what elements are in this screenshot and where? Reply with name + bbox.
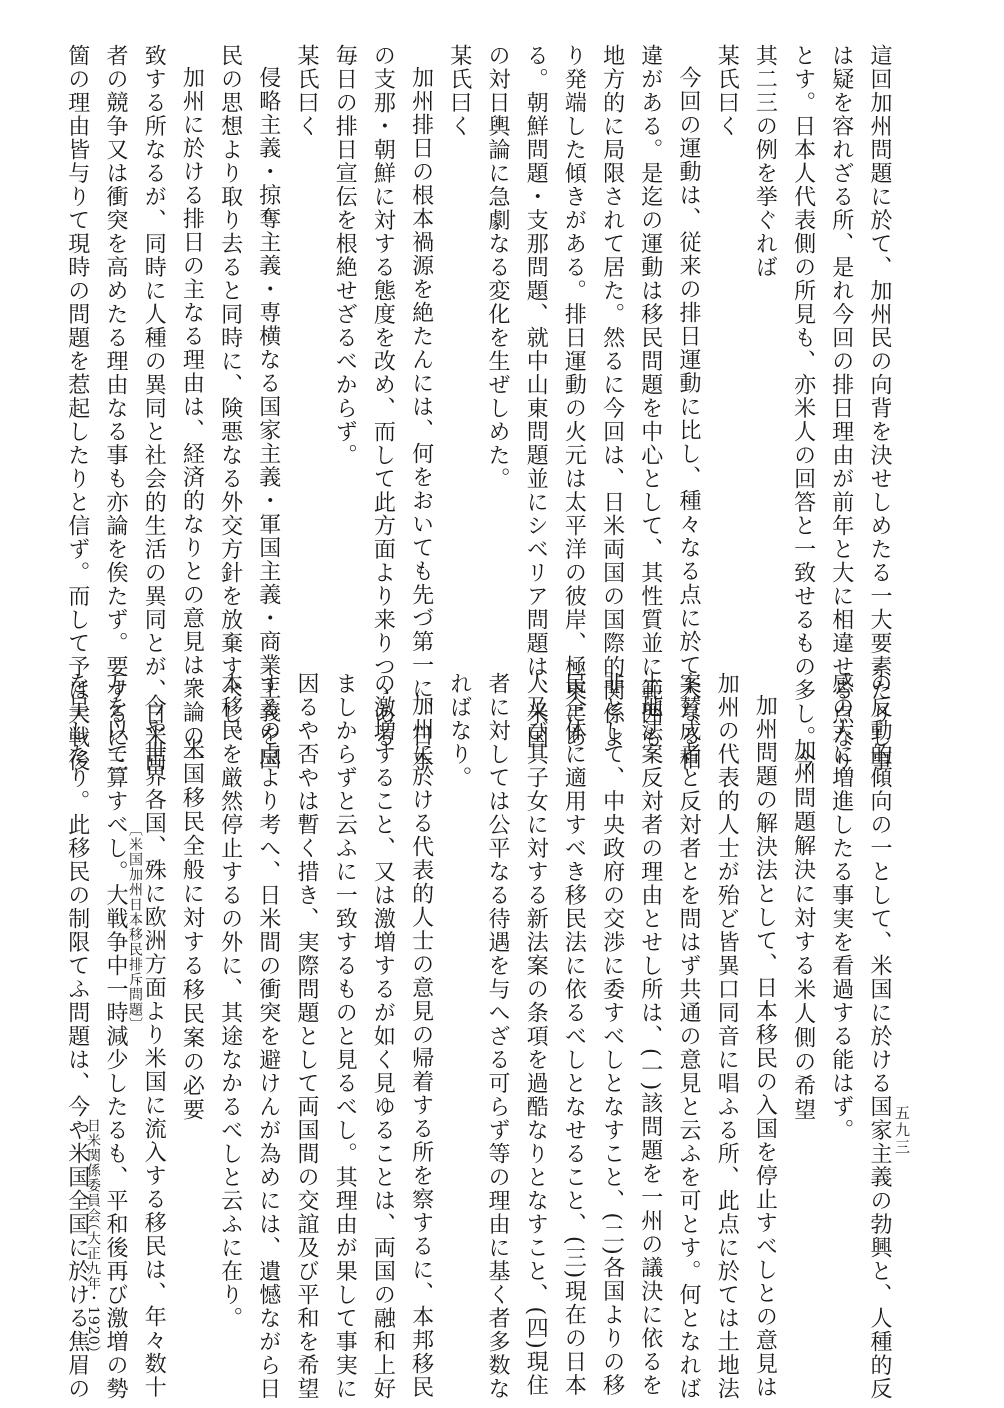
text-line: 者に対しては公平なる待遇を与へざる可らず等の理由に基く者多数な	[485, 672, 510, 1401]
text-line: の対日輿論に急劇なる変化を生ぜしめた。	[485, 44, 510, 491]
text-line: 毎日の排日宣伝を根絶せざるべからず。	[332, 44, 358, 467]
text-line: 加州問題の解決法として、日本移民の入国を停止すべしとの意見は	[752, 694, 778, 1399]
text-line: 某氏曰く	[714, 44, 740, 138]
text-line: 某氏曰く	[446, 44, 472, 138]
text-line: 這回加州問題に於て、加州民の向背を決せしめたる一大要素たりし事	[867, 44, 892, 773]
text-line: 某氏曰く	[294, 44, 319, 138]
organization-name: 日米関係委員会	[85, 1118, 101, 1223]
text-line: 加州に於ける代表的人士の意見の帰着する所を察するに、本邦移民	[408, 694, 434, 1399]
publication-year: （大正九年・1920）	[85, 1216, 101, 1361]
text-line: 民全体に適用すべき移民法に依るべしとなせること、(三)現在の日本	[561, 672, 587, 1398]
text-line: ましからずと云ふに一致するものと見るべし。其理由が果して事実に	[332, 672, 358, 1401]
text-line: 土地法案反対者の理由とせし所は、(一)該問題を一州の議決に依るを	[637, 672, 663, 1398]
text-line: 人及び其子女に対する新法案の条項を過酷なりとなすこと、(四)現住	[523, 672, 549, 1398]
running-title: 〔米国加州日本移民排斥問題〕	[127, 822, 143, 1032]
text-line: 民の思想より取り去ると同時に、険悪なる外交方針を放棄すべし。	[217, 44, 243, 749]
text-line: とす。日本人代表側の所見も、亦米人の回答と一致せるもの多し。今	[790, 44, 816, 773]
page-number: 五九三	[893, 1105, 911, 1156]
text-line: 加州排日の根本禍源を絶たんには、何をおいても先づ第一に、日本	[408, 66, 434, 771]
text-line: 非として、中央政府の交渉に委すべしとなすこと、(二)各国よりの移	[599, 672, 625, 1398]
text-line: を呈したり。此移民の制限てふ問題は、今や米国全国に於ける焦眉の	[64, 672, 90, 1401]
text-line: 感の大に増進したる事実を看過する能はず。	[828, 672, 854, 1142]
text-line: 今回の運動は、従来の排日運動に比し、種々なる点に於て大なる相	[676, 66, 701, 771]
text-line: 加州の代表的人士が殆ど皆異口同音に唱ふる所、此点に於ては土地法	[714, 672, 740, 1401]
text-line: 箇の理由皆与りて現時の問題を惹起したりと信ず。而して予は大戦後	[64, 44, 90, 773]
text-line: 今や世界各国、殊に欧洲方面より米国に流入する移民は、年々数十	[141, 694, 167, 1399]
text-line: 因るや否やは暫く措き、実際問題として両国間の交誼及び平和を希望	[294, 672, 319, 1401]
text-line: は疑を容れざる所、是れ今回の排日理由が前年と大に相違せる点なり	[828, 44, 854, 773]
text-line: る。朝鮮問題・支那問題、就中山東問題並にシベリア問題は、米国	[523, 44, 549, 749]
text-line: 万を以て算すべし。大戦争中一時減少したるも、平和後再び激増の勢	[103, 672, 128, 1401]
text-line: 案賛成者と反対者とを問はず共通の意見と云ふを可とす。何となれば	[676, 672, 701, 1401]
text-line: の反動的傾向の一として、米国に於ける国家主義の勃興と、人種的反	[867, 672, 892, 1401]
text-line: 地方的に局限されて居た。然るに今回は、日米両国の国際的関係よ	[599, 44, 625, 749]
section-heading: 加州問題解決に対する米人側の希望	[790, 738, 816, 1122]
text-line: 加州に於ける排日の主なる理由は、経済的なりとの意見は衆論の一	[179, 66, 205, 771]
text-line: 者の競争又は衝突を高めたる理由なる事も亦論を俟たず。要するに三	[103, 44, 128, 773]
text-line: 其二三の例を挙ぐれば	[752, 44, 778, 279]
text-line: の激増すること、又は激増するが如く見ゆることは、両国の融和上好	[370, 672, 396, 1401]
text-line: の支那・朝鮮に対する態度を改め、而して此方面より来りつゝある	[370, 44, 396, 749]
text-line: するの点より考へ、日米間の衝突を避けんが為めには、遺憾ながら日	[255, 672, 281, 1401]
text-line: 違がある。是迄の運動は移民問題を中心として、其性質並に範囲も	[637, 44, 663, 749]
text-line: 侵略主義・掠奪主義・専横なる国家主義・軍国主義・商業主義を国	[255, 66, 281, 771]
section-heading: 米国移民全般に対する移民案の必要	[179, 738, 205, 1122]
text-line: 致する所なるが、同時に人種の異同と社会的生活の異同とが、日米両	[141, 44, 167, 773]
text-line: り発端した傾きがある。排日運動の火元は太平洋の彼岸、極東にあ	[561, 44, 587, 749]
text-line: 本移民を厳然停止するの外に、其途なかるべしと云ふに在り。	[217, 672, 243, 1330]
text-line: ればなり。	[446, 672, 472, 790]
